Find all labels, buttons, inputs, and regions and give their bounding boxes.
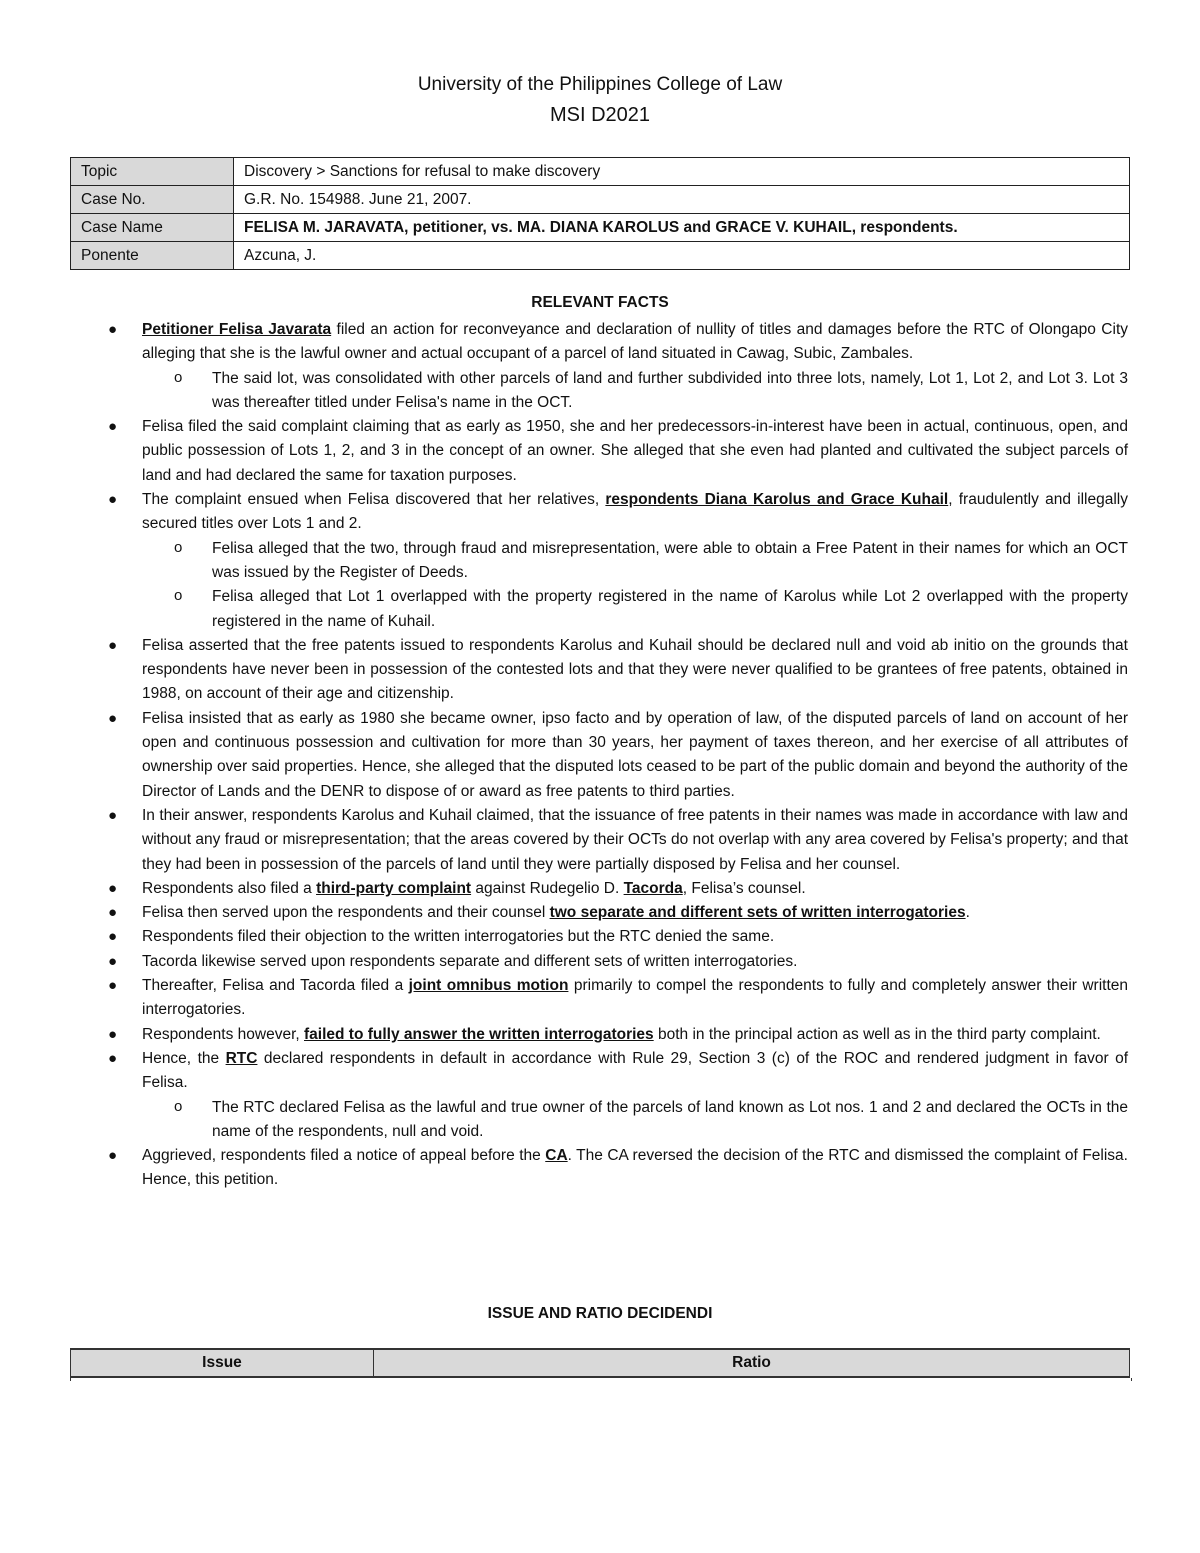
fact-text: . xyxy=(965,904,970,922)
fact-text: primarily to compel the respondents to fully and completely answer their written interrogatories. xyxy=(142,977,1129,1019)
bullet-icon: ● xyxy=(108,709,118,727)
table-header-row xyxy=(71,1349,1130,1377)
ponente-value: Azcuna, J. xyxy=(234,242,1130,270)
fact-text: Respondents however, xyxy=(142,1025,304,1043)
issue-ratio-heading: ISSUE AND RATIO DECIDENDI xyxy=(487,1305,713,1322)
bullet-icon: ● xyxy=(108,1025,118,1043)
list-item xyxy=(108,1023,1128,1047)
bullet-icon: ● xyxy=(108,1049,118,1067)
fact-text: against Rudegelio D. xyxy=(471,879,624,897)
fact-text: declared respondents in default in accordance with Rule 29, Section 3 (c) of the ROC and rendered judgment in favor of Felisa. xyxy=(142,1049,1128,1092)
fact-text: Aggrieved, respondents filed a notice of appeal before the xyxy=(142,1147,546,1165)
sub-bullet-icon: o xyxy=(174,1097,183,1115)
case-info-table xyxy=(70,157,1130,270)
list-item xyxy=(108,707,1128,804)
list-item xyxy=(108,950,1128,974)
table-border xyxy=(70,1378,1132,1381)
batch-title: MSI D2021 xyxy=(549,104,651,126)
topic-value: Discovery > Sanctions for refusal to make discovery xyxy=(234,158,1130,186)
issue-ratio-table xyxy=(70,1348,1130,1378)
bullet-icon: ● xyxy=(108,321,118,338)
ratio-column-header: Ratio xyxy=(374,1349,1130,1377)
case-no-value: G.R. No. 154988. June 21, 2007. xyxy=(234,186,1130,214)
bullet-icon: ● xyxy=(108,977,118,995)
sub-bullet-icon: o xyxy=(174,587,183,605)
list-item xyxy=(108,974,1129,1023)
sub-list-item xyxy=(174,1096,1128,1145)
fact-text: Respondents also filed a xyxy=(142,879,317,897)
list-item xyxy=(108,1047,1128,1096)
bullet-icon: ● xyxy=(108,806,118,824)
bullet-icon: ● xyxy=(108,952,118,970)
fact-text: In their answer, respondents Karolus and Kuhail claimed, that the issuance of free patents in their names was made in accordance with law and without any fraud or misrepresentation; that the areas covered by their OCTs do not overlap with any area covered by Felisa's property; and that they had been in possession of the parcels of land until they were partially disposed by Felisa and her counsel. xyxy=(142,806,1129,873)
list-item xyxy=(108,318,1128,367)
sub-list-item xyxy=(174,585,1128,634)
emphasis-text: Petitioner Felisa Javarata xyxy=(142,321,332,338)
fact-text: The said lot, was consolidated with other parcels of land and further subdivided into three lots, namely, Lot 1, Lot 2, and Lot 3. Lot 3 was thereafter titled under Felisa's name in the OCT. xyxy=(212,369,1128,411)
ponente-label: Ponente xyxy=(71,242,234,270)
sub-bullet-icon: o xyxy=(174,538,183,556)
sub-list-item xyxy=(174,367,1128,416)
fact-text: , fraudulently and illegally secured titles over Lots 1 and 2. xyxy=(142,491,1128,533)
fact-text: Respondents filed their objection to the written interrogatories but the RTC denied the same. xyxy=(142,928,775,946)
fact-text: Tacorda likewise served upon respondents separate and different sets of written interrogatories. xyxy=(142,952,798,970)
bullet-icon: ● xyxy=(108,928,118,946)
emphasis-text: RTC xyxy=(225,1049,258,1067)
list-item xyxy=(108,415,1128,488)
facts-list xyxy=(0,318,1200,1193)
emphasis-text: two separate and different sets of written interrogatories xyxy=(549,904,966,922)
case-no-label: Case No. xyxy=(71,186,234,214)
emphasis-text: Tacorda xyxy=(623,879,683,897)
fact-text: both in the principal action as well as in the third party complaint. xyxy=(653,1025,1101,1043)
case-name-label: Case Name xyxy=(71,214,234,242)
fact-text: Felisa insisted that as early as 1980 she became owner, ipso facto and by operation of law, of the disputed parcels of land on account of her open and continuous possession and cultivation for more than 30 years, her payment of taxes thereon, and her exercise of all attributes of ownership over said properties. Hence, she alleged that the disputed lots ceased to be part of the public domain and beyond the authority of the Director of Lands and the DENR to dispose of or award as free patents to third parties. xyxy=(142,709,1128,800)
fact-text: , Felisa’s counsel. xyxy=(682,879,806,897)
list-item xyxy=(108,901,1128,925)
table-row xyxy=(71,242,1130,270)
list-item xyxy=(108,488,1128,537)
list-item xyxy=(108,634,1128,707)
bullet-icon: ● xyxy=(108,418,118,436)
bullet-icon: ● xyxy=(108,636,118,654)
topic-label: Topic xyxy=(71,158,234,186)
emphasis-text: third-party complaint xyxy=(316,879,472,897)
list-item xyxy=(108,1144,1128,1193)
fact-text: Felisa then served upon the respondents and their counsel xyxy=(142,904,550,922)
fact-text: filed an action for reconveyance and declaration of nullity of titles and damages before the RTC of Olongapo City alleging that she is the lawful owner and actual occupant of a parcel of land situated in Cawag, Subic, Zambales. xyxy=(142,321,1128,363)
emphasis-text: CA xyxy=(545,1147,568,1165)
table-row xyxy=(71,186,1130,214)
fact-text: Felisa filed the said complaint claiming that as early as 1950, she and her predecessors-in-interest have been in actual, continuous, open, and public possession of Lots 1, 2, and 3 in the concept of an owner. She alleged that she even had planted and cultivated the subject parcels of land and had declared the same for taxation purposes. xyxy=(142,418,1128,484)
fact-text: The RTC declared Felisa as the lawful and true owner of the parcels of land known as Lot nos. 1 and 2 and declared the OCTs in the name of the respondents, null and void. xyxy=(212,1098,1128,1140)
emphasis-text: joint omnibus motion xyxy=(408,977,569,995)
relevant-facts-heading: RELEVANT FACTS xyxy=(531,294,669,311)
fact-text: The complaint ensued when Felisa discovered that her relatives, xyxy=(142,491,606,509)
table-row xyxy=(71,214,1130,242)
fact-text: Hence, the xyxy=(142,1049,226,1067)
list-item xyxy=(108,877,1128,901)
sub-bullet-icon: o xyxy=(174,368,183,386)
sub-list-item xyxy=(174,537,1128,586)
fact-text: Thereafter, Felisa and Tacorda filed a xyxy=(142,977,409,995)
bullet-icon: ● xyxy=(108,491,118,509)
bullet-icon: ● xyxy=(108,1147,118,1165)
emphasis-text: failed to fully answer the written interrogatories xyxy=(304,1025,654,1043)
fact-text: Felisa alleged that Lot 1 overlapped with the property registered in the name of Karolus while Lot 2 overlapped with the property registered in the name of Kuhail. xyxy=(212,588,1128,630)
case-name-value: FELISA M. JARAVATA, petitioner, vs. MA. DIANA KAROLUS and GRACE V. KUHAIL, respondents. xyxy=(234,214,1130,242)
fact-text: Felisa asserted that the free patents issued to respondents Karolus and Kuhail should be declared null and void ab initio on the grounds that respondents have never been in possession of the contested lots and that they were never qualified to be grantees of free patents, obtained in 1988, on account of their age and citizenship. xyxy=(142,636,1128,703)
school-title: University of the Philippines College of Law xyxy=(417,74,783,95)
table-row xyxy=(71,158,1130,186)
fact-text: . The CA reversed the decision of the RTC and dismissed the complaint of Felisa. Hence, this petition. xyxy=(142,1147,1128,1189)
list-item xyxy=(108,925,1128,949)
list-item xyxy=(108,804,1129,877)
bullet-icon: ● xyxy=(108,879,118,897)
emphasis-text: respondents Diana Karolus and Grace Kuhail xyxy=(605,491,949,509)
fact-text: Felisa alleged that the two, through fraud and misrepresentation, were able to obtain a Free Patent in their names for which an OCT was issued by the Register of Deeds. xyxy=(212,539,1128,581)
bullet-icon: ● xyxy=(108,904,118,922)
issue-column-header: Issue xyxy=(71,1349,374,1377)
